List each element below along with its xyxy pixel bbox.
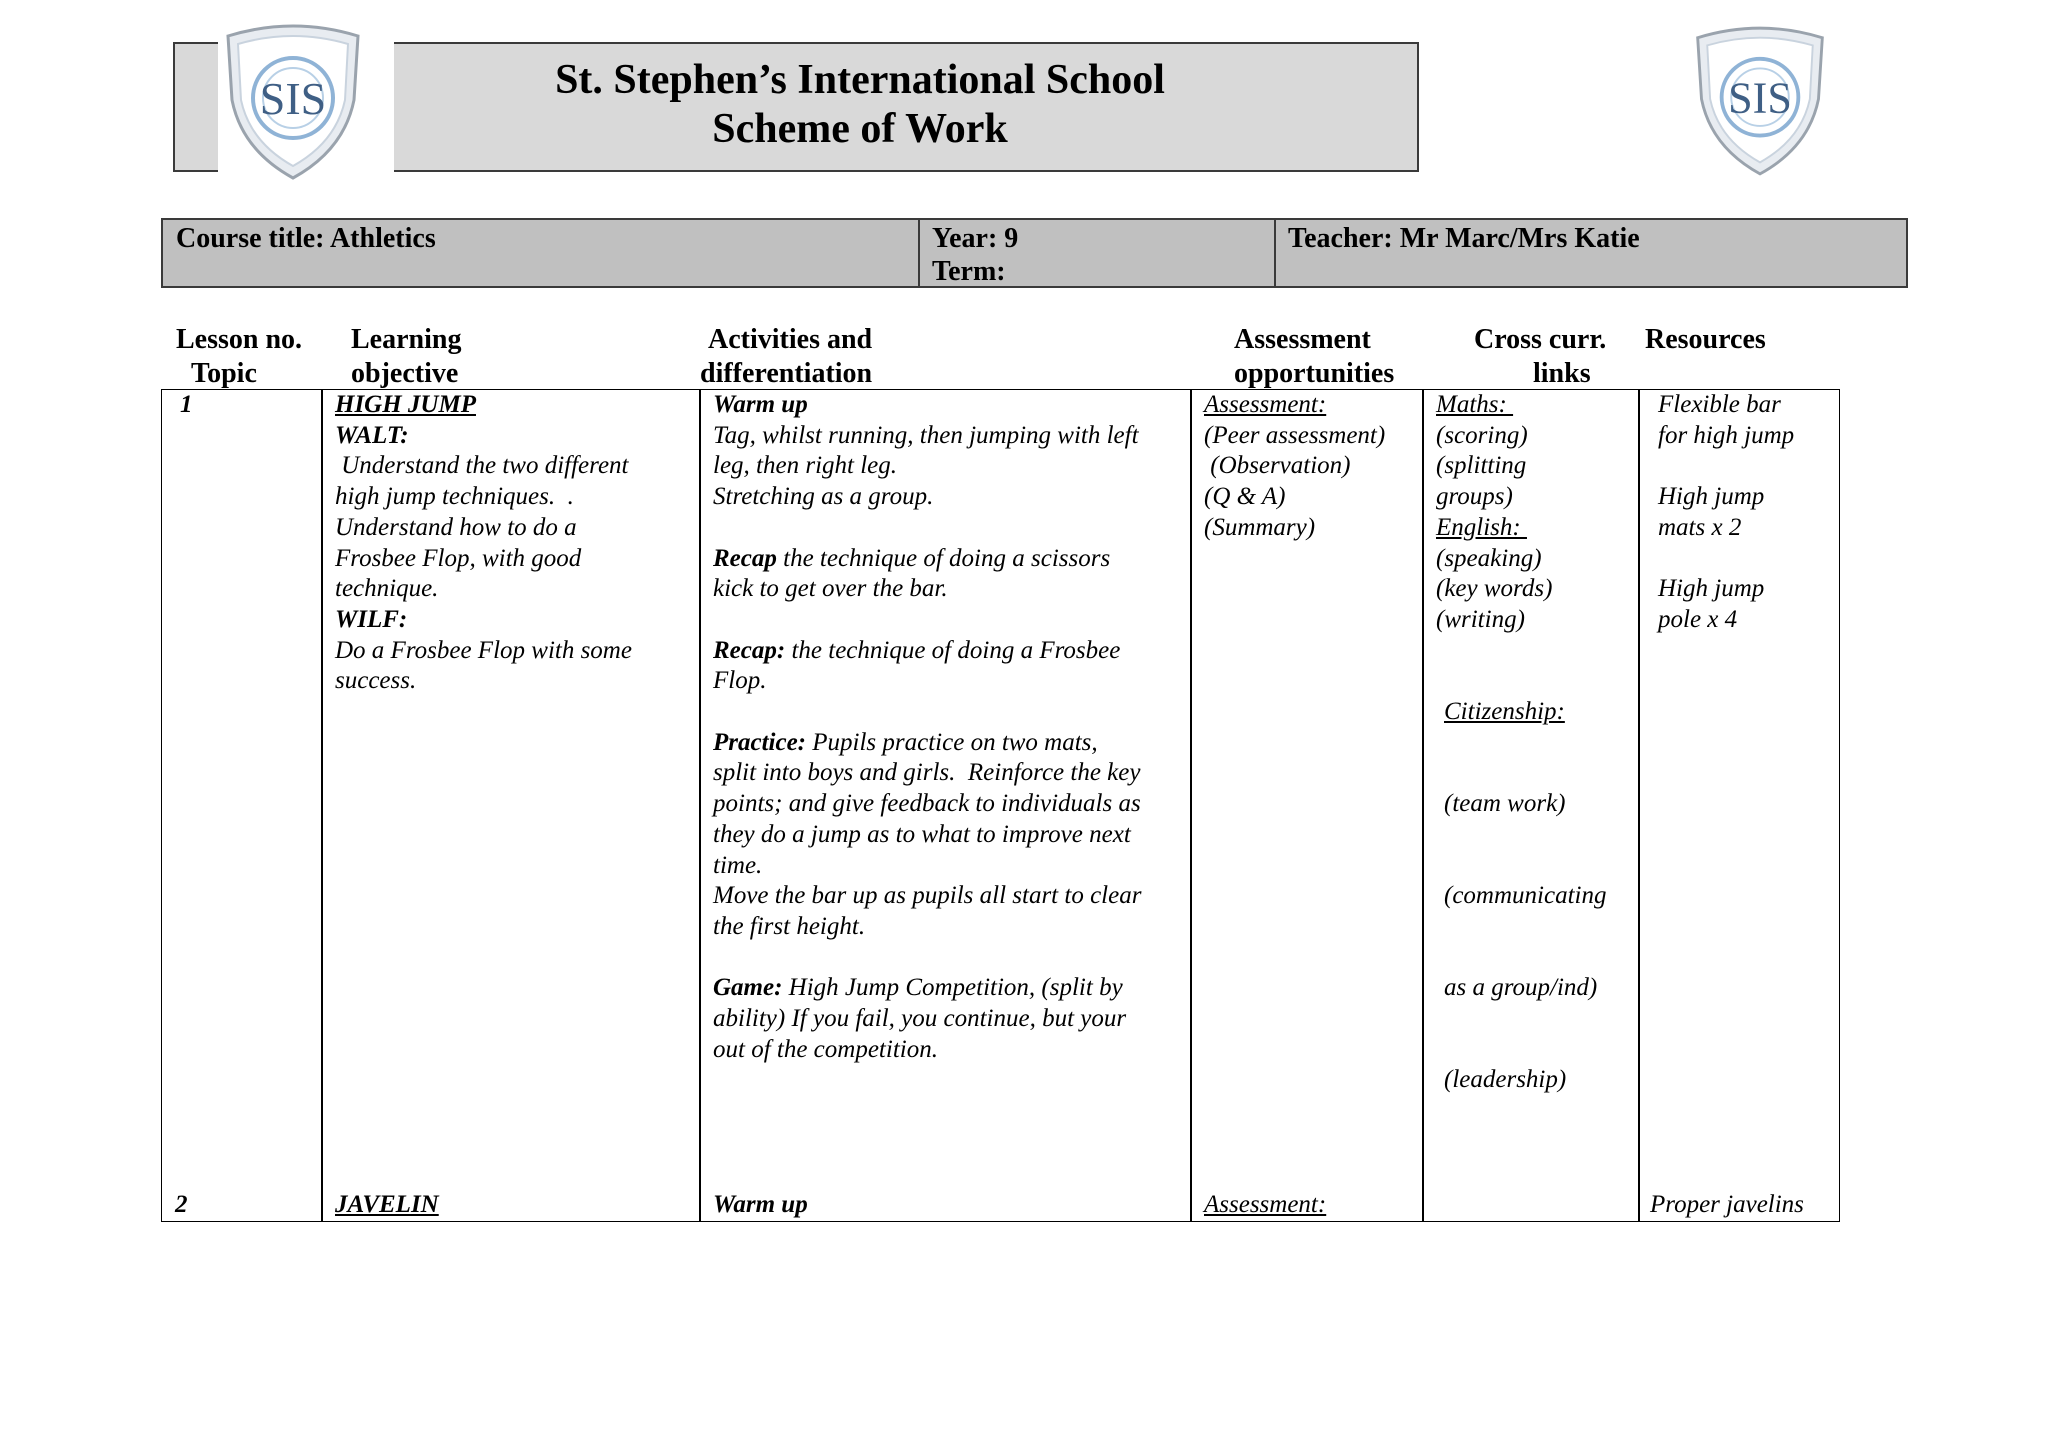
- spacer: [1658, 451, 1794, 482]
- assessment-item: (Observation): [1204, 452, 1351, 480]
- cross-link-item: (key words): [1436, 575, 1553, 603]
- lesson-activities: [713, 390, 1141, 1065]
- activity-line: Flop.: [713, 667, 767, 695]
- header-links: links: [1533, 358, 1591, 389]
- spacer: [1658, 544, 1794, 575]
- header-topic: Topic: [191, 358, 257, 389]
- lesson-topic: HIGH JUMP: [335, 391, 476, 418]
- lesson-topic: JAVELIN: [335, 1191, 439, 1218]
- divider: [1274, 220, 1276, 286]
- citizenship-group: [1436, 636, 1606, 1158]
- logo-text: SIS: [1728, 73, 1792, 123]
- header-activities: Activities and: [708, 324, 873, 355]
- assessment-item: (Peer assessment): [1204, 421, 1386, 449]
- header-opportunities: opportunities: [1234, 358, 1395, 389]
- activity-line: [713, 544, 1141, 575]
- cross-link-item: (scoring): [1436, 421, 1528, 449]
- activity-line: the first height.: [713, 912, 866, 940]
- resource-line: High jump: [1658, 575, 1765, 603]
- year: Year: 9: [932, 223, 1019, 254]
- cross-link-item: (splitting: [1436, 452, 1527, 480]
- assessment-label: Assessment:: [1204, 1191, 1327, 1218]
- english-label: English:: [1436, 513, 1527, 541]
- logo-text: SIS: [259, 73, 327, 124]
- header-objective: objective: [351, 358, 459, 389]
- teacher: Teacher: Mr Marc/Mrs Katie: [1288, 223, 1640, 254]
- column-divider: [1638, 389, 1640, 1222]
- wilf-label: WILF:: [335, 605, 408, 633]
- header-resources: Resources: [1645, 324, 1766, 355]
- activity-line: time.: [713, 851, 763, 879]
- activity-text: the technique of doing a Frosbee: [785, 636, 1121, 664]
- recap-label: Recap: [713, 544, 777, 572]
- maths-label: Maths:: [1436, 391, 1514, 418]
- activity-line: [713, 636, 1141, 667]
- spacer: [713, 513, 1141, 544]
- activity-line: out of the competition.: [713, 1035, 938, 1063]
- lesson-number: 2: [175, 1191, 188, 1218]
- header-learning: Learning: [351, 324, 462, 355]
- resource-line: Flexible bar: [1658, 391, 1781, 418]
- cross-link-item: (team work): [1444, 790, 1566, 818]
- term: Term:: [932, 256, 1006, 287]
- objective-line: Understand the two different: [335, 452, 629, 480]
- resource-line: pole x 4: [1658, 605, 1738, 633]
- assessment-item: (Summary): [1204, 513, 1316, 541]
- objective-line: high jump techniques. .: [335, 483, 574, 511]
- activity-line: they do a jump as to what to improve next: [713, 820, 1131, 848]
- spacer: [713, 697, 1141, 728]
- lesson-number: 1: [180, 391, 193, 418]
- activity-line: leg, then right leg.: [713, 452, 897, 480]
- lesson-objective: [335, 390, 632, 697]
- cross-link-item: (writing): [1436, 605, 1525, 633]
- objective-line: Frosbee Flop, with good: [335, 544, 582, 572]
- resource-line: Proper javelins: [1650, 1191, 1804, 1218]
- recap-label: Recap:: [713, 636, 786, 664]
- warmup-label: Warm up: [713, 391, 808, 418]
- warmup-label: Warm up: [713, 1191, 808, 1218]
- assessment-label: Assessment:: [1204, 391, 1327, 418]
- spacer: [713, 605, 1141, 636]
- lesson-cross-links: [1436, 390, 1606, 1158]
- school-name: St. Stephen’s International School: [555, 57, 1165, 103]
- activity-text: High Jump Competition, (split by: [782, 974, 1123, 1002]
- spacer: [713, 943, 1141, 974]
- lesson-assessment: [1204, 390, 1385, 544]
- objective-line: technique.: [335, 575, 439, 603]
- header-cross-curr: Cross curr.: [1474, 324, 1607, 355]
- school-crest-left: [220, 22, 366, 182]
- column-divider: [1422, 389, 1424, 1222]
- resource-line: mats x 2: [1658, 513, 1742, 541]
- divider: [918, 220, 920, 286]
- activity-line: points; and give feedback to individuals as: [713, 790, 1141, 818]
- header-lesson-no: Lesson no.: [176, 324, 303, 355]
- course-title: Course title: Athletics: [176, 223, 436, 254]
- resource-line: High jump: [1658, 483, 1765, 511]
- activity-line: Tag, whilst running, then jumping with left: [713, 421, 1139, 449]
- lesson-resources: [1658, 390, 1794, 636]
- activity-line: [713, 728, 1141, 759]
- course-info-box: [161, 218, 1908, 288]
- cross-link-item: (speaking): [1436, 544, 1542, 572]
- column-divider: [1190, 389, 1192, 1222]
- document-title: Scheme of Work: [712, 106, 1008, 152]
- school-crest-right: [1690, 22, 1830, 180]
- activity-line: Move the bar up as pupils all start to clear: [713, 882, 1142, 910]
- activity-line: Stretching as a group.: [713, 483, 934, 511]
- activity-line: [713, 973, 1141, 1004]
- citizenship-label: Citizenship:: [1444, 698, 1565, 726]
- resource-line: for high jump: [1658, 421, 1795, 449]
- header-assessment: Assessment: [1234, 324, 1371, 355]
- column-divider: [321, 389, 323, 1222]
- assessment-item: (Q & A): [1204, 483, 1286, 511]
- game-label: Game:: [713, 974, 783, 1002]
- cross-link-item: as a group/ind): [1444, 974, 1598, 1002]
- walt-label: WALT:: [335, 421, 409, 449]
- header-differentiation: differentiation: [700, 358, 873, 389]
- column-divider: [699, 389, 701, 1222]
- objective-line: Understand how to do a: [335, 513, 577, 541]
- objective-line: Do a Frosbee Flop with some: [335, 636, 632, 664]
- activity-line: split into boys and girls. Reinforce the key: [713, 759, 1141, 787]
- cross-link-item: (communicating: [1444, 882, 1607, 910]
- cross-link-item: groups): [1436, 483, 1513, 511]
- activity-line: kick to get over the bar.: [713, 575, 948, 603]
- activity-text: the technique of doing a scissors: [776, 544, 1111, 572]
- objective-line: success.: [335, 667, 417, 695]
- practice-label: Practice:: [713, 728, 807, 756]
- activity-line: ability) If you fail, you continue, but your: [713, 1005, 1127, 1033]
- activity-text: Pupils practice on two mats,: [806, 728, 1098, 756]
- cross-link-item: (leadership): [1444, 1066, 1567, 1094]
